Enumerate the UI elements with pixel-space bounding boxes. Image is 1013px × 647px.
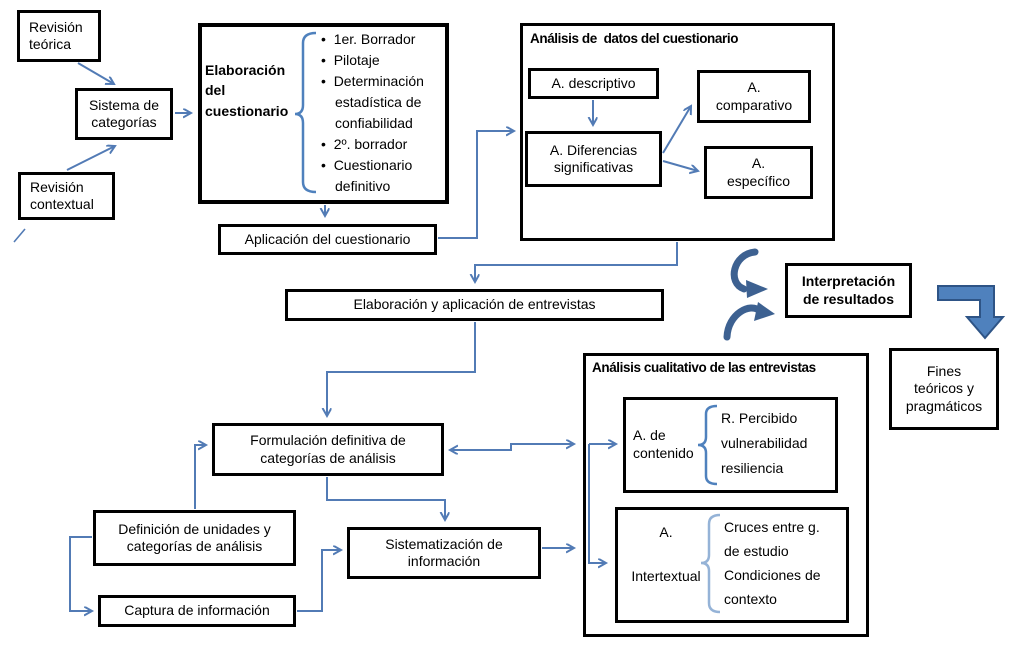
box-a-comparativo-label: A. comparativo: [715, 79, 793, 113]
bullet-item: • 1er. Borrador: [321, 29, 447, 50]
box-definicion: [93, 510, 296, 566]
box-revision-contextual-label: Revisión contextual: [30, 178, 94, 212]
connector-aplicacion-to-analisis: [438, 131, 514, 238]
box-a-diferencias: [525, 131, 662, 187]
box-a-de-contenido-label: A. de contenido: [633, 427, 694, 461]
bullet-item: • Pilotaje: [321, 50, 447, 71]
connector-teorica-to-sistema: [78, 63, 114, 84]
intertextual-brace-detail: Cruces entre g. de estudio Condiciones de contexto: [724, 519, 821, 607]
box-fines: [889, 348, 999, 430]
connector-analisis-to-entrevistas: [475, 242, 677, 282]
box-captura: [98, 595, 296, 627]
contenido-brace-detail: R. Percibido vulnerabilidad resiliencia: [721, 410, 808, 476]
connector-contextual-to-sistema: [67, 146, 115, 170]
box-sistema-categorias: [75, 88, 173, 140]
curved-arrow-lower: [727, 308, 760, 337]
box-formulacion-label: Formulación definitiva de categorías de análisis: [250, 432, 406, 466]
box-revision-contextual: [18, 172, 115, 220]
curved-arrow-upper-head: [746, 280, 768, 298]
box-revision-teorica-label: Revisión teórica: [29, 18, 83, 52]
box-a-intertextual-label: A. Intertextual: [631, 524, 701, 584]
container-analisis-cualitativo-title: Análisis cualitativo de las entrevistas: [592, 360, 816, 375]
box-a-descriptivo-label: A. descriptivo: [551, 74, 636, 91]
box-a-descriptivo: [528, 68, 659, 99]
connector-entrevistas-to-formulacion: [327, 322, 475, 416]
box-captura-label: Captura de información: [124, 602, 270, 619]
connector-captura-to-sistematizacion: [297, 550, 341, 611]
box-sistema-categorias-label: Sistema de categorías: [88, 96, 160, 130]
bullet-item: • 2º. borrador: [321, 134, 447, 155]
box-a-especifico-label: A. específico: [726, 155, 791, 189]
box-sistematizacion-label: Sistematización de información: [385, 535, 503, 569]
box-aplicacion-cuestionario: [218, 224, 437, 255]
box-definicion-label: Definición de unidades y categorías de análisis: [118, 520, 271, 554]
bent-block-arrow-to-fines: [938, 286, 1003, 338]
box-elaboracion-cuestionario-label: Elaboración del cuestionario: [205, 62, 289, 119]
box-aplicacion-cuestionario-label: Aplicación del cuestionario: [244, 230, 411, 247]
box-sistematizacion: [347, 527, 541, 579]
stray-connector: [14, 229, 25, 242]
container-analisis-datos-title: Análisis de datos del cuestionario: [530, 31, 739, 46]
connector-definicion-to-formulacion: [195, 445, 206, 509]
box-entrevistas-label: Elaboración y aplicación de entrevistas: [353, 296, 596, 313]
curved-arrow-upper: [734, 252, 755, 289]
bullet-item: • Determinación estadística de confiabilidad: [321, 71, 447, 134]
box-a-especifico: [704, 146, 813, 199]
box-revision-teorica: [17, 10, 101, 62]
box-a-diferencias-label: A. Diferencias significativas: [549, 141, 638, 175]
connector-formulacion-cualitativo-bidirectional: [450, 444, 574, 450]
box-a-comparativo: [697, 70, 811, 123]
connector-formulacion-to-sistematizacion: [327, 477, 445, 520]
box-entrevistas: [285, 289, 664, 321]
connector-definicion-to-captura: [70, 537, 92, 611]
box-fines-label: Fines teóricos y pragmáticos: [905, 362, 983, 414]
box-interpretacion: [785, 263, 912, 318]
elaboracion-bullet-list: [321, 29, 447, 197]
bullet-item: • Cuestionario definitivo: [321, 155, 447, 197]
curved-arrow-lower-head: [754, 302, 775, 321]
box-interpretacion-label: Interpretación de resultados: [801, 273, 896, 307]
box-formulacion: [212, 423, 444, 476]
